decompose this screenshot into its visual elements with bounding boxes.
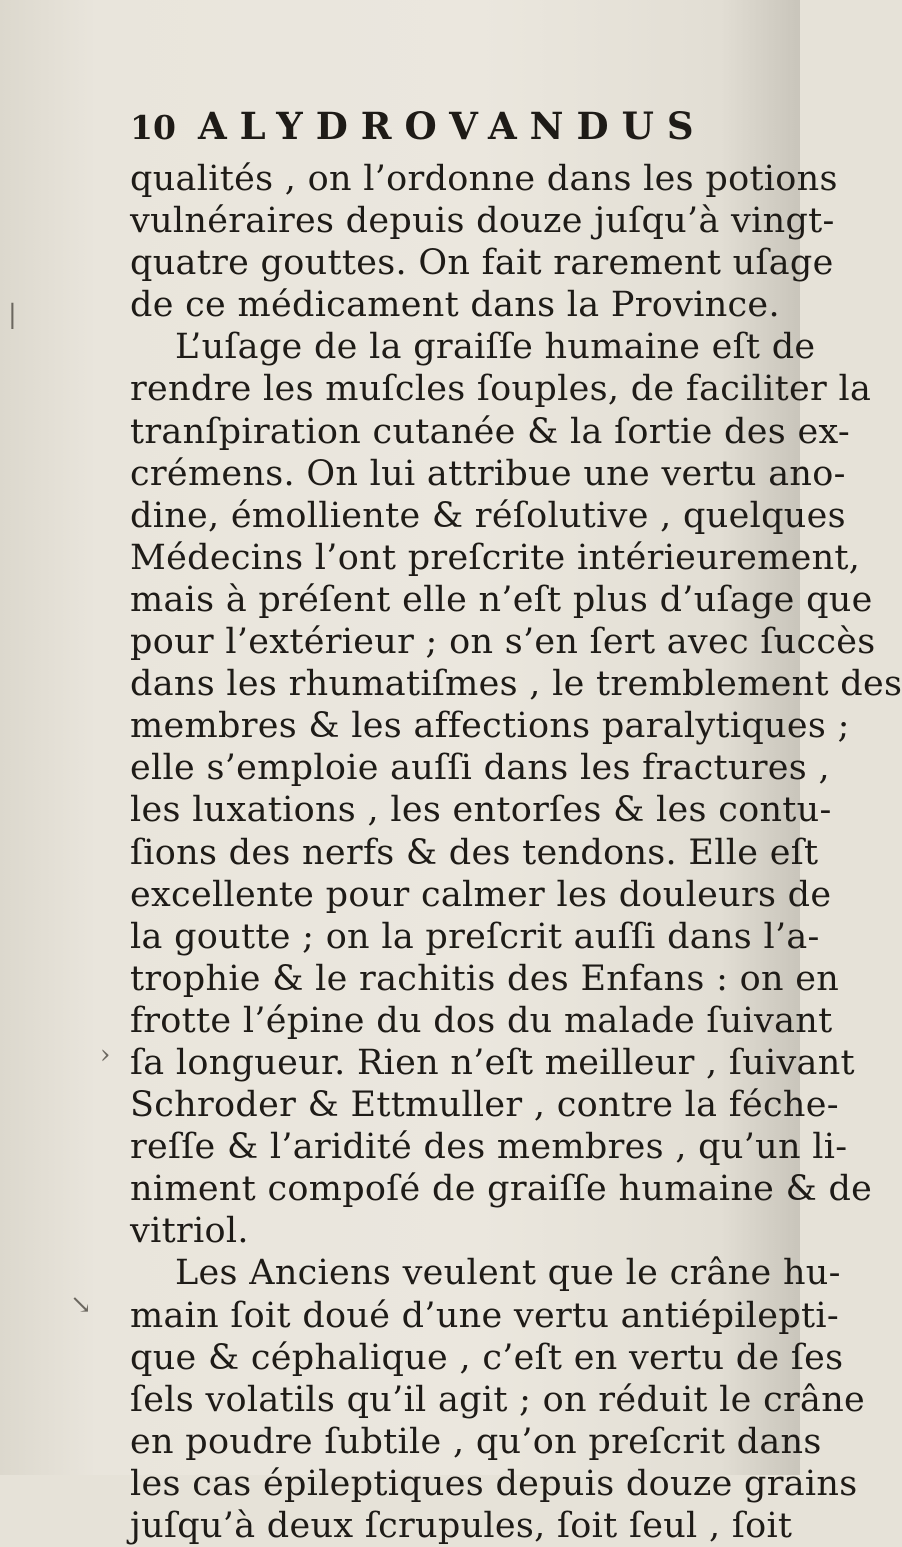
text-line: tranſpiration cutanée & la ſortie des ex- [130,411,851,452]
text-line: de ce médicament dans la Province. [130,285,780,326]
margin-tick-icon: ↘ [70,1290,92,1320]
running-header [130,104,707,156]
text-line: frotte l’épine du dos du malade ſuivant [130,1000,833,1041]
text-line: dans les rhumatiſmes , le tremblement des [130,664,902,705]
text-line: dine, émolliente & réſolutive , quelques [130,495,846,536]
text-line: niment compoſé de graiſſe humaine & de [130,1169,873,1210]
page-number: 10 [130,108,176,147]
text-line: rendre les muſcles ſouples, de faciliter la [130,369,872,410]
text-line: main ſoit doué d’une vertu antiépilepti- [130,1295,839,1336]
text-line: en poudre ſubtile , qu’on preſcrit dans [130,1421,822,1462]
text-line: qualités , on l’ordonne dans les potions [130,159,838,199]
running-title: ALYDROVANDUS [197,104,707,148]
text-line: ſions des nerfs & des tendons. Elle eſt [130,832,819,873]
text-line: la goutte ; on la preſcrit auſſi dans l’a- [130,916,820,957]
text-line: reſſe & l’aridité des membres , qu’un li- [130,1127,848,1168]
text-line: excellente pour calmer les douleurs de [130,874,832,915]
text-line: Médecins l’ont preſcrite intérieurement, [130,537,861,578]
text-line: vulnéraires depuis douze juſqu’à vingt- [130,201,835,242]
text-line: Les Anciens veulent que le crâne hu- [175,1253,841,1294]
text-line: pour l’extérieur ; on s’en ſert avec ſuccès [130,622,876,663]
margin-chevron-icon: › [100,1040,111,1070]
text-line: L’uſage de la graiſſe humaine eſt de [175,327,816,368]
text-line: ſa longueur. Rien n’eſt meilleur , ſuivant [130,1042,855,1083]
text-line: elle s’emploie auſſi dans les fractures , [130,748,830,789]
text-line: vitriol. [130,1211,249,1252]
text-line: les cas épileptiques depuis douze grains [130,1463,858,1504]
body-text [130,158,902,1547]
text-line: que & céphalique , c’eſt en vertu de ſes [130,1337,844,1378]
text-line: les luxations , les entorſes & les contu- [130,790,832,831]
text-line: mais à préſent elle n’eſt plus d’uſage que [130,579,873,620]
text-line: quatre gouttes. On fait rarement uſage [130,243,834,284]
text-line: ſels volatils qu’il agit ; on réduit le crâne [130,1379,866,1420]
text-line: juſqu’à deux ſcrupules, ſoit ſeul , ſoit [130,1506,793,1546]
text-line: crémens. On lui attribue une vertu ano- [130,453,846,494]
margin-stroke-icon: | [8,300,17,330]
text-line: membres & les affections paralytiques ; [130,706,850,747]
text-line: Schroder & Ettmuller , contre la féche- [130,1085,839,1126]
text-line: trophie & le rachitis des Enfans : on en [130,958,840,999]
